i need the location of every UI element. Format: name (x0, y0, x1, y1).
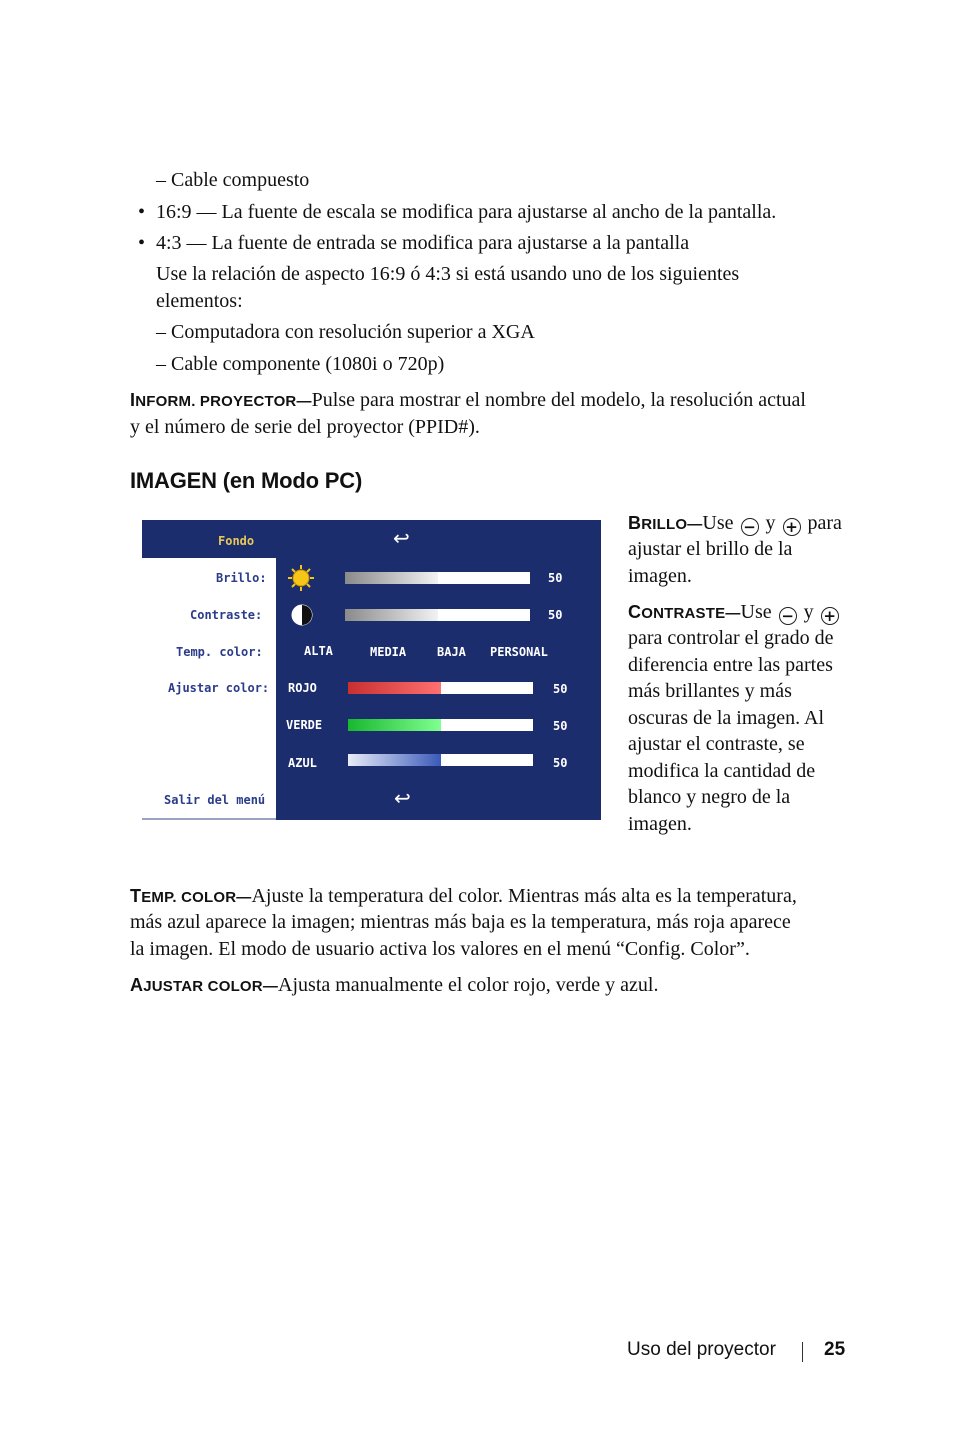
contraste-line: diferencia entre las partes (628, 654, 833, 676)
return-icon: ↩ (394, 786, 411, 810)
temp-option-personal: PERSONAL (490, 645, 548, 659)
footer-chapter: Uso del proyector (627, 1339, 776, 1360)
brillo-use: Use (702, 512, 734, 534)
osd-temp-color-label: Temp. color: (176, 645, 263, 659)
verde-label: VERDE (286, 718, 323, 732)
contraste-y: y (803, 601, 814, 623)
contraste-line: más brillantes y más (628, 680, 792, 702)
osd-salir-label: Salir del menú (164, 793, 266, 807)
contraste-line: modifica la cantidad de (628, 760, 816, 782)
verde-value: 50 (553, 719, 568, 733)
contrast-icon (290, 603, 314, 627)
brillo-dash: — (687, 516, 703, 533)
plus-icon: + (783, 518, 801, 536)
rojo-value: 50 (553, 682, 568, 696)
temp-color-term-rest: EMP. COLOR (141, 889, 237, 906)
contraste-slider-fill (345, 609, 438, 621)
brillo-para: para (807, 512, 842, 534)
rojo-slider (348, 682, 533, 694)
brillo-slider (345, 572, 530, 584)
contraste-line: para controlar el grado de (628, 627, 834, 649)
contraste-term-rest: ONTRASTE (641, 605, 726, 622)
list-item-cable-compuesto: – Cable compuesto (156, 169, 310, 191)
osd-ajustar-color-label: Ajustar color: (168, 681, 270, 695)
contraste-line: imagen. (628, 813, 692, 835)
contraste-line: ajustar el contraste, se (628, 733, 805, 755)
contraste-value: 50 (548, 608, 563, 622)
section-title: IMAGEN (en Modo PC) (130, 468, 363, 493)
temp-option-alta: ALTA (304, 644, 333, 658)
temp-color-line3: la imagen. El modo de usuario activa los valores en el menú “Config. Color”. (130, 938, 750, 960)
rojo-label: ROJO (288, 681, 317, 695)
azul-label: AZUL (288, 756, 317, 770)
contraste-paragraph (628, 599, 841, 627)
osd-bottom-line (142, 818, 276, 820)
brillo-line3: imagen. (628, 565, 692, 587)
sun-icon (287, 564, 315, 592)
brillo-term (628, 513, 703, 533)
contraste-slider (345, 609, 530, 621)
verde-slider-fill (348, 719, 441, 731)
azul-value: 50 (553, 756, 568, 770)
inform-term-initial: I (130, 390, 136, 410)
osd-contraste-label: Contraste: (190, 608, 263, 622)
list-item-16-9: 16:9 — La fuente de escala se modifica para ajustarse al ancho de la pantalla. (156, 201, 777, 223)
contraste-use: Use (740, 601, 772, 623)
temp-option-media: MEDIA (370, 645, 407, 659)
temp-color-line2: más azul aparece la imagen; mientras más baja es la temperatura, más roja aparece (130, 911, 791, 933)
bullet: • (138, 232, 146, 254)
list-item-componente: – Cable componente (1080i o 720p) (156, 353, 445, 375)
ajustar-color-dash: — (262, 978, 279, 995)
contraste-line: blanco y negro de la (628, 786, 791, 808)
aspect-note-line1: Use la relación de aspecto 16:9 ó 4:3 si está usando uno de los siguientes (156, 263, 740, 285)
inform-paragraph (130, 387, 806, 415)
inform-term-rest: NFORM. PROYECTOR (135, 393, 297, 410)
footer-divider (802, 1342, 803, 1362)
temp-color-paragraph (130, 883, 797, 911)
rojo-slider-fill (348, 682, 441, 694)
minus-icon: − (779, 607, 797, 625)
temp-color-term-initial: T (130, 886, 142, 906)
inform-term (130, 390, 312, 410)
brillo-term-initial: B (628, 513, 642, 533)
osd-menu-screenshot (142, 520, 601, 820)
aspect-note-line2: elementos: (156, 290, 243, 312)
ajustar-color-term-initial: A (130, 975, 144, 995)
temp-option-baja: BAJA (437, 645, 466, 659)
temp-color-line1: Ajuste la temperatura del color. Mientras más alta es la temperatura, (251, 885, 797, 907)
azul-slider (348, 754, 533, 766)
bullet: • (138, 201, 146, 223)
list-item-4-3: 4:3 — La fuente de entrada se modifica para ajustarse a la pantalla (156, 232, 690, 254)
ajustar-color-paragraph (130, 972, 658, 1000)
contraste-term (628, 602, 741, 622)
ajustar-color-term (130, 975, 279, 995)
ajustar-color-term-rest: JUSTAR COLOR (143, 978, 263, 995)
azul-slider-fill (348, 754, 441, 766)
verde-slider (348, 719, 533, 731)
list-item-xga: – Computadora con resolución superior a XGA (156, 321, 535, 343)
contraste-dash: — (725, 605, 741, 622)
plus-icon: + (821, 607, 839, 625)
return-icon: ↩ (393, 526, 410, 550)
osd-brillo-label: Brillo: (216, 571, 267, 585)
brillo-value: 50 (548, 571, 563, 585)
brillo-paragraph (628, 510, 842, 538)
brillo-y: y (765, 512, 776, 534)
ajustar-color-text: Ajusta manualmente el color rojo, verde y azul. (278, 974, 659, 996)
temp-color-dash: — (236, 889, 252, 906)
inform-line2: y el número de serie del proyector (PPID#). (130, 416, 480, 438)
minus-icon: − (741, 518, 759, 536)
osd-fondo-label: Fondo (218, 534, 255, 548)
temp-color-term (130, 886, 252, 906)
inform-line1: Pulse para mostrar el nombre del modelo, la resolución actual (311, 389, 806, 411)
brillo-term-rest: RILLO (641, 516, 688, 533)
brillo-slider-fill (345, 572, 438, 584)
contraste-line: oscuras de la imagen. Al (628, 707, 825, 729)
osd-header-bar (142, 520, 601, 558)
inform-dash: — (296, 393, 312, 410)
brillo-line2: ajustar el brillo de la (628, 538, 793, 560)
page-number: 25 (824, 1339, 846, 1360)
contraste-term-initial: C (628, 602, 642, 622)
